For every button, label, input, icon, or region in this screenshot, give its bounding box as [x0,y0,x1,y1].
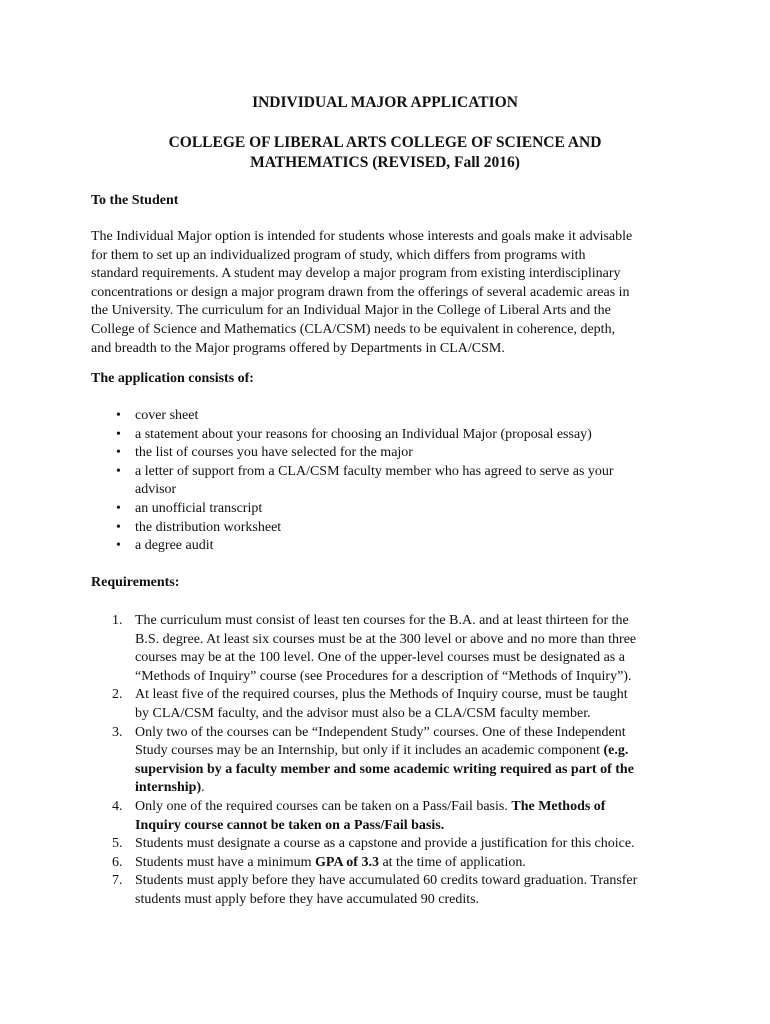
item-number: 3. [112,724,123,740]
bullet-icon: • [116,463,121,479]
list-item: • an unofficial transcript [91,500,691,519]
item-number: 1. [112,613,123,628]
intro-line: concentrations or design a major program drawn from the offerings of several academic areas in [91,284,630,300]
list-item: • a degree audit [91,537,691,556]
item-number: 6. [112,854,123,870]
document-subtitle: COLLEGE OF LIBERAL ARTS COLLEGE OF SCIENCE AND MATHEMATICS (REVISED, Fall 2016) [168,134,602,171]
list-item: • cover sheet [91,407,691,426]
item-number: 5. [112,836,123,852]
requirement-item-2: 2. At least five of the required courses, plus the Methods of Inquiry course, must be taught by CLA/CSM faculty, and the advisor must also be a CLA/CSM faculty member. [112,687,628,721]
list-item: • a letter of support from a CLA/CSM faculty member who has agreed to serve as your advisor [116,463,614,498]
requirement-item-7: 7. Students must apply before they have accumulated 60 credits toward graduation. Transfer students must apply before they have accumulated 90 credits. [112,873,638,907]
requirement-item-3: 3. Only two of the courses can be “Independent Study” courses. One of these Independent Study courses may be an Internship, but only if it includes an academic component (e.g. supervision by a faculty member and some academic writing required as part of the internship). [112,724,634,796]
bullet-icon: • [116,500,121,516]
intro-line: The Individual Major option is intended for students whose interests and goals make it advisable [91,229,633,244]
requirement-item-6: 6. Students must have a minimum GPA of 3.3 at the time of application. [91,854,691,873]
item-number: 4. [112,798,123,814]
item-number: 7. [112,873,123,889]
intro-line: the University. The curriculum for an Individual Major in the College of Liberal Arts and the [91,303,611,319]
to-student-heading: To the Student [91,193,179,208]
requirement-item-5: 5. Students must designate a course as a capstone and provide a justification for this choice. [91,835,691,854]
requirement-item-4: 4. Only one of the required courses can be taken on a Pass/Fail basis. The Methods of Inquiry course cannot be taken on a Pass/Fail basis. [112,798,606,833]
requirements-heading: Requirements: [91,575,180,590]
bullet-icon: • [116,445,121,461]
bullet-icon: • [116,519,121,535]
list-item: • the list of courses you have selected for the major [91,444,691,463]
document-title: INDIVIDUAL MAJOR APPLICATION [252,94,518,111]
requirements-list [91,612,691,910]
list-item: • the distribution worksheet [91,519,691,538]
bullet-icon: • [116,408,121,423]
intro-paragraph [91,228,681,358]
intro-line: for them to set up an individualized program of study, which differs from programs with [91,247,586,263]
list-item: • a statement about your reasons for choosing an Individual Major (proposal essay) [91,426,691,445]
item-number: 2. [112,687,123,703]
requirement-item-1: 1. The curriculum must consist of least ten courses for the B.A. and at least thirteen for the B.S. degree. At least six courses must be at the 300 level or above and no more than three courses may be at the 100 level. One of the upper-level courses must be designated as a “Methods of Inquiry” course (see Procedures for a description of “Methods of Inquiry”). [112,613,637,684]
intro-line: and breadth to the Major programs offered by Departments in CLA/CSM. [91,340,505,356]
consists-heading: The application consists of: [91,371,254,386]
bullet-icon: • [116,538,121,554]
intro-line: standard requirements. A student may develop a major program from existing interdisciplinary [91,266,621,282]
bullet-icon: • [116,426,121,442]
intro-line: College of Science and Mathematics (CLA/CSM) needs to be equivalent in coherence, depth, [91,321,616,337]
application-items-list [91,407,691,556]
